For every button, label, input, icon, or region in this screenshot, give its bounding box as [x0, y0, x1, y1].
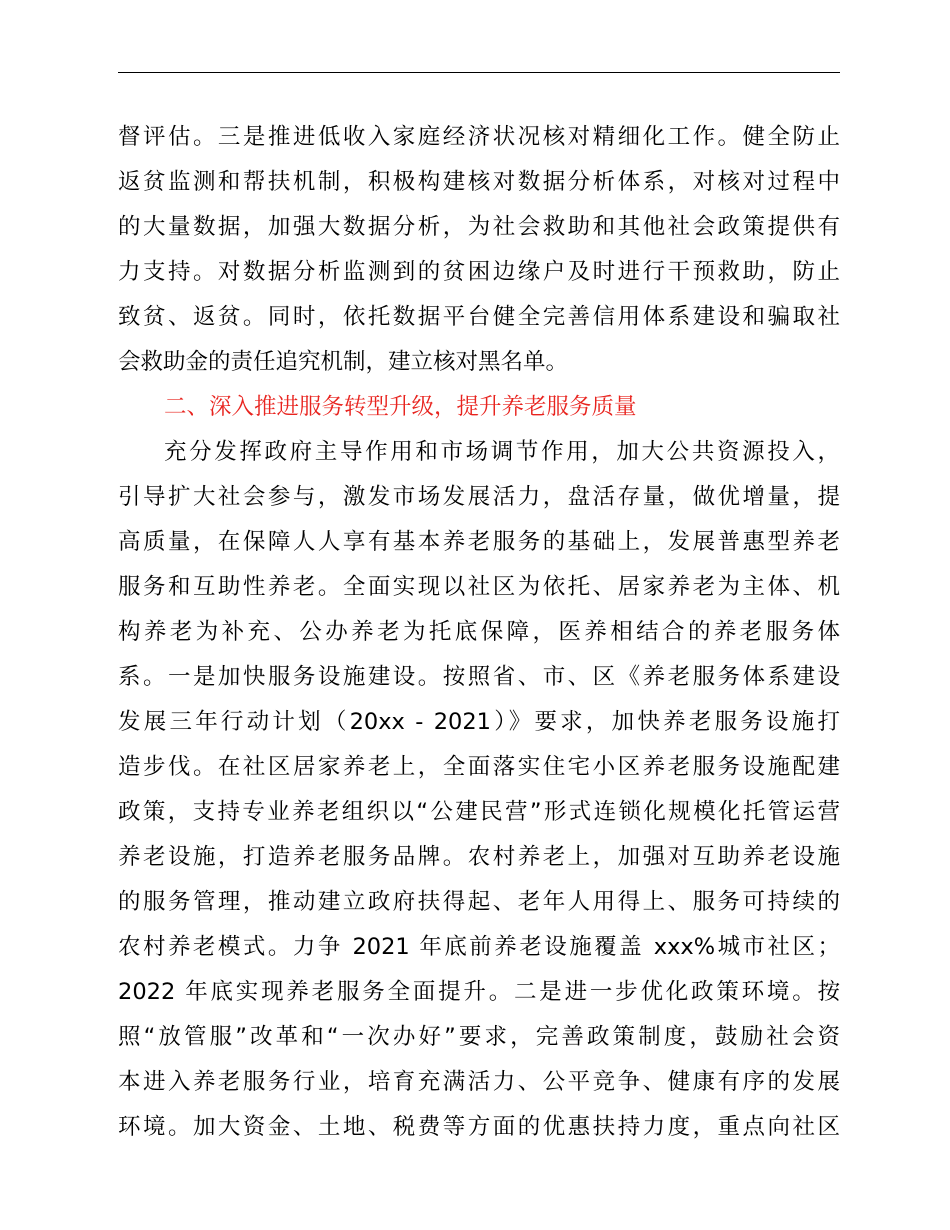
paragraph-2-line-9: 政策，支持专业养老组织以“公建民营”形式连锁化规模化托管运营	[118, 799, 840, 825]
section-heading: 二、深入推进服务转型升级，提升养老服务质量	[164, 394, 637, 420]
paragraph-1-line-2: 返贫监测和帮扶机制，积极构建核对数据分析体系，对核对过程中	[118, 169, 840, 195]
paragraph-2-line-4: 服务和互助性养老。全面实现以社区为依托、居家养老为主体、机	[118, 574, 840, 600]
paragraph-2-line-8: 造步伐。在社区居家养老上，全面落实住宅小区养老服务设施配建	[118, 754, 840, 780]
paragraph-1-line-6: 会救助金的责任追究机制，建立核对黑名单。	[118, 349, 569, 375]
paragraph-2-line-6: 系。一是加快服务设施建设。按照省、市、区《养老服务体系建设	[118, 664, 840, 690]
paragraph-2-line-15: 本进入养老服务行业，培育充满活力、公平竞争、健康有序的发展	[118, 1069, 840, 1095]
paragraph-1-line-1: 督评估。三是推进低收入家庭经济状况核对精细化工作。健全防止	[118, 124, 840, 150]
paragraph-2-line-11: 的服务管理，推动建立政府扶得起、老年人用得上、服务可持续的	[118, 889, 840, 915]
paragraph-2-line-2: 引导扩大社会参与，激发市场发展活力，盘活存量，做优增量，提	[118, 484, 840, 510]
paragraph-1-line-3: 的大量数据，加强大数据分析，为社会救助和其他社会政策提供有	[118, 214, 840, 240]
paragraph-2-line-3: 高质量，在保障人人享有基本养老服务的基础上，发展普惠型养老	[118, 529, 840, 555]
paragraph-2-line-16: 环境。加大资金、土地、税费等方面的优惠扶持力度，重点向社区	[118, 1114, 840, 1140]
paragraph-2-line-12: 农村养老模式。力争 2021 年底前养老设施覆盖 xxx%城市社区；	[118, 934, 840, 960]
header-rule	[118, 72, 840, 73]
paragraph-2-line-10: 养老设施，打造养老服务品牌。农村养老上，加强对互助养老设施	[118, 844, 840, 870]
paragraph-2-line-1: 充分发挥政府主导作用和市场调节作用，加大公共资源投入，	[164, 439, 840, 465]
paragraph-2-line-5: 构养老为补充、公办养老为托底保障，医养相结合的养老服务体	[118, 619, 840, 645]
paragraph-2-line-7: 发展三年行动计划（20xx - 2021）》要求，加快养老服务设施打	[118, 709, 840, 735]
paragraph-1-line-4: 力支持。对数据分析监测到的贫困边缘户及时进行干预救助，防止	[118, 259, 840, 285]
paragraph-1-line-5: 致贫、返贫。同时，依托数据平台健全完善信用体系建设和骗取社	[118, 304, 840, 330]
paragraph-2-line-13: 2022 年底实现养老服务全面提升。二是进一步优化政策环境。按	[118, 979, 840, 1005]
paragraph-2-line-14: 照“放管服”改革和“一次办好”要求，完善政策制度，鼓励社会资	[118, 1024, 840, 1050]
